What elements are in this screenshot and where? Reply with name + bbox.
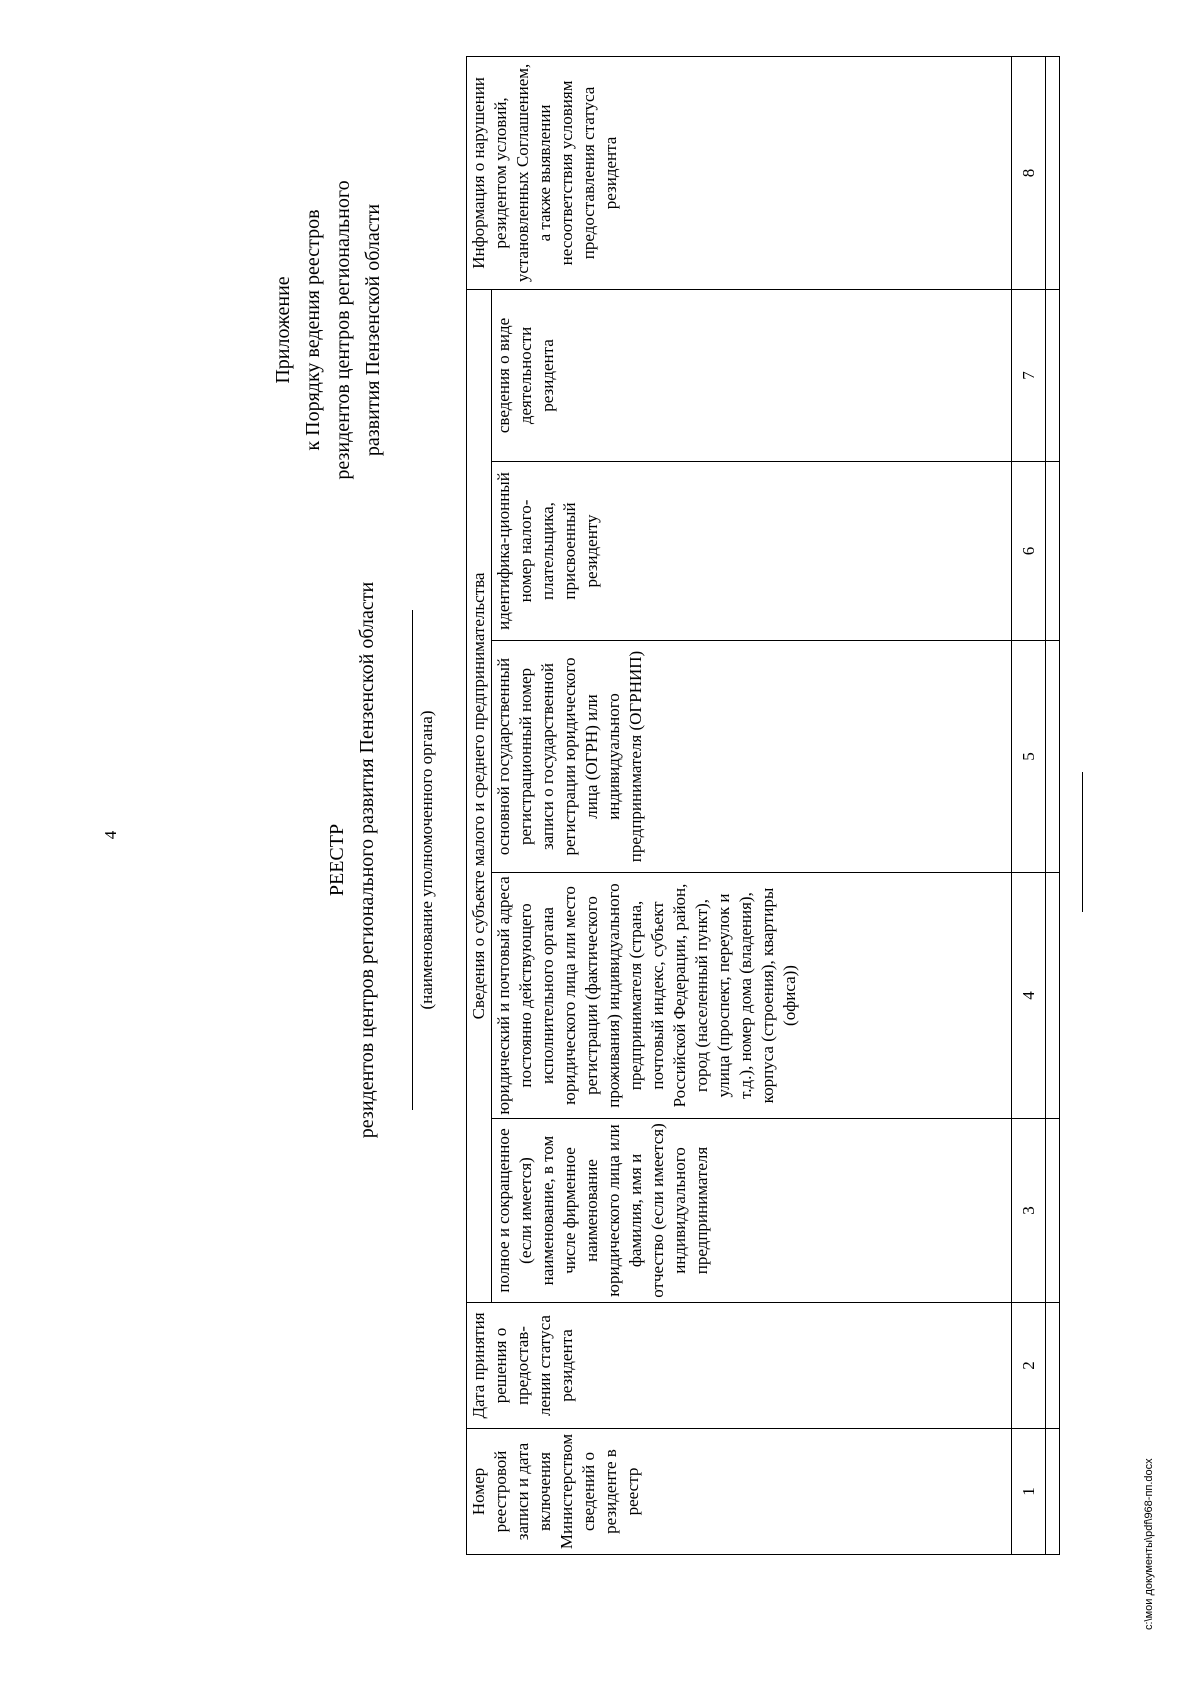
header-col-5: основной государственный регистрационный номер записи о государственной регистрации юридического лица (ОГРН) или индивидуального предпринимателя (ОГРНИП) <box>492 641 1012 873</box>
header-col-8: Информация о нарушении резидентом условий, установленных Соглашением, а также выявлении несоответствия условиям предоставления статуса резидента <box>467 56 1012 289</box>
appendix-line-3: резидентов центров регионального <box>332 180 354 480</box>
column-number-1: 1 <box>1012 1429 1046 1555</box>
column-number-3: 3 <box>1012 1119 1046 1303</box>
header-col-3: полное и сокращенное (если имеется) наименование, в том числе фирменное наименование юридического лица или фамилия, имя и отчество (если имеется) индивидуального предпринимателя <box>492 1119 1012 1303</box>
header-col-4: юридический и почтовый адреса постоянно действующего исполнительного органа юридического лица или место регистрации (фактического проживания) индивидуального предпринимателя (страна, почтовый индекс, субъект Российской Федерации, район, город (населенный пункт), улица (проспект, переулок и т.д.), номер дома (владения), корпуса (строения), квартиры (офиса)) <box>492 873 1012 1119</box>
column-numbers-row <box>1012 56 1046 1554</box>
appendix-line-1: Приложение <box>272 276 294 384</box>
organ-name-caption: (наименование уполномоченного органа) <box>417 710 436 1010</box>
header-col-1: Номер реестровой записи и дата включения Министерством сведений о резиденте в реестр <box>467 1429 1012 1555</box>
header-col-6: идентифика-ционный номер налого-плательщика, присвоенный резиденту <box>492 462 1012 641</box>
header-col-7: сведения о виде деятельности резидента <box>492 289 1012 461</box>
organ-name-underline <box>412 610 413 1110</box>
empty-row <box>1046 56 1060 1554</box>
column-number-6: 6 <box>1012 462 1046 641</box>
page-number: 4 <box>101 830 120 840</box>
registry-table <box>466 56 1060 1555</box>
column-number-2: 2 <box>1012 1303 1046 1429</box>
rotated-page-content <box>0 50 1155 1670</box>
bottom-separator-line <box>1082 772 1083 912</box>
column-number-8: 8 <box>1012 56 1046 289</box>
appendix-line-2: к Порядку ведения реестров <box>302 209 324 451</box>
column-number-7: 7 <box>1012 289 1046 461</box>
title-line-1: РЕЕСТР <box>326 823 348 897</box>
registry-title <box>322 50 382 1670</box>
header-row-1 <box>467 56 492 1554</box>
title-line-2: резидентов центров регионального развития Пензенской области <box>356 581 378 1139</box>
file-path-footer: c:\мои документы\pdf\968-пп.docx <box>1143 1458 1155 1630</box>
header-col-2: Дата принятия решения о предостав-лении статуса резидента <box>467 1303 1012 1429</box>
appendix-line-4: развития Пензенской области <box>362 203 384 457</box>
column-number-4: 4 <box>1012 873 1046 1119</box>
header-group-smb: Сведения о субъекте малого и среднего предпринимательства <box>467 289 492 1302</box>
column-number-5: 5 <box>1012 641 1046 873</box>
